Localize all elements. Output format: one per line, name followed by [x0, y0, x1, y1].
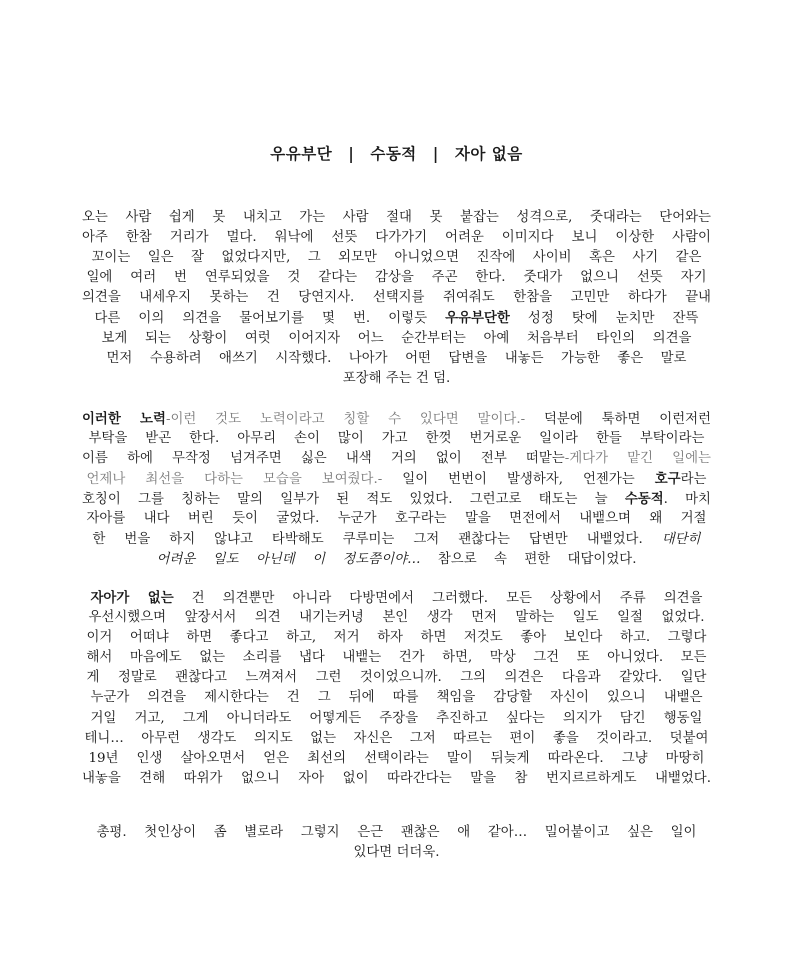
aside-choeseon: 언제나 최선을 다하는 모습을 보여줬다.-	[86, 472, 383, 488]
p1-line-1: 오는 사람 쉽게 못 내치고 가는 사람 절대 못 붙잡는 성격으로, 줏대라는 단어와는	[82, 210, 711, 225]
aside-matgin-il: -게다가 맡긴 일에는	[564, 451, 711, 467]
paragraph-3	[82, 588, 711, 789]
paragraph-4	[82, 823, 711, 863]
p2-line-3	[82, 449, 711, 469]
p2-line-7-a: 한 번을 하지 않냐고 타박해도 쿠루미는 그저 괜찮다는 답변만 내뱉었다.	[92, 531, 662, 547]
p1-line-3: 꼬이는 일은 잘 없었다지만, 그 외모만 아니었으면 진작에 사이비 혹은 사기 같은	[91, 250, 702, 266]
quote-daedanhi: 대단히	[661, 531, 701, 547]
p2-line-6: 자아를 내다 버린 듯이 굴었다. 누군가 호구라는 말을 면전에서 내뱉으며 왜 거절	[86, 511, 707, 527]
keyword-uyubudan: 우유부단한	[445, 310, 510, 327]
p2-line-2: 부탁을 받곤 한다. 아무리 손이 많이 가고 한껏 번거로운 일이라 한들 부탁이라는	[88, 431, 705, 447]
paragraph-1	[82, 208, 711, 389]
p1-line-6	[95, 308, 699, 328]
p3-line-1-b: 건 의견뿐만 아니라 다방면에서 그러했다. 모든 상황에서 주류 의견을	[173, 591, 703, 606]
p1-line-7: 보게 되는 상황이 여럿 이어지자 어느 순간부터는 아예 처음부터 타인의 의견을	[101, 330, 692, 346]
title-jaa-eopseum: 자아 없음	[454, 144, 523, 163]
p4-line-1: 총평. 첫인상이 좀 별로라 그렇지 은근 괜찮은 애 같아… 밀어붙이고 싶은 일이	[96, 825, 697, 840]
p3-line-4: 해서 마음에도 없는 소리를 냅다 내뱉는 건가 하면, 막상 그건 또 아니었다. 모든	[86, 650, 707, 666]
p2-line-5-c: . 마치	[663, 492, 711, 508]
p1-line-2: 아주 한참 거리가 멀다. 워낙에 선뜻 다가가기 어려운 이미지다 보니 이상한 사람이	[82, 230, 711, 246]
keyword-noryeok: 이러한 노력	[82, 411, 166, 427]
p1-line-8: 먼저 수용하려 애쓰기 시작했다. 나아가 어떤 답변을 내놓든 가능한 좋은 말로	[106, 350, 687, 366]
p1-line-6-c: 성정 탓에 눈치만 잔뜩	[509, 311, 699, 327]
p2-line-8-b: 참으로 속 편한 대답이었다.	[420, 551, 637, 567]
p3-line-3: 이거 어떠냐 하면 좋다고 하고, 저거 하자 하면 저것도 좋아 보인다 하고. 그렇다	[86, 630, 707, 646]
p3-line-2: 우선시했으며 앞장서서 의견 내기는커녕 본인 생각 먼저 말하는 일도 일절 없었다.	[88, 610, 705, 626]
title-sudongjeok: 수동적	[370, 144, 417, 163]
p2-line-4	[87, 469, 707, 489]
page-title	[82, 142, 711, 164]
p1-line-6-a: 다른 이의 의견을 물어보기를 몇 번. 이렇듯	[94, 311, 446, 327]
p2-line-3-a: 이름 하에 무작정 넘겨주면 싫은 내색 거의 없이 전부 떠맡는	[82, 451, 565, 467]
p4-line-2: 있다면 더더욱.	[353, 845, 440, 861]
title-separator-1: |	[348, 144, 355, 163]
p2-line-5-a: 호칭이 그를 칭하는 말의 일부가 된 적도 있었다. 그런고로 태도는 늘	[82, 492, 625, 508]
keyword-hogu: 호구	[654, 471, 681, 488]
p3-line-6: 누군가 의견을 제시한다는 건 그 뒤에 따를 책임을 감당할 자신이 있으니 내뱉은	[90, 690, 703, 706]
p3-line-5: 게 정말로 괜찮다고 느껴져서 그런 것이었으니까. 그의 의견은 다음과 같았다. 일단	[86, 670, 707, 686]
p3-line-1	[91, 588, 703, 608]
keyword-sudongjeok: 수동적	[624, 491, 664, 508]
title-uyubudan: 우유부단	[270, 144, 333, 163]
p2-line-4-b: 일이 번번이 발생하자, 언젠가는	[382, 472, 655, 488]
p3-line-7: 거일 거고, 그게 아니더라도 어떻게든 주장을 추진하고 싶다는 의지가 담긴 행동일	[90, 710, 703, 726]
aside-noryeok: -이런 것도 노력이라고 칭할 수 있다면 말이다.-	[165, 412, 526, 427]
p2-line-7	[93, 530, 701, 550]
p1-line-9: 포장해 주는 건 덤.	[342, 370, 451, 386]
p3-line-8: 테니… 아무런 생각도 의지도 없는 자신은 그저 따르는 편이 좋을 것이라고. 덧붙여	[84, 730, 709, 746]
p2-line-8	[157, 550, 637, 570]
p2-line-5	[82, 489, 711, 509]
p1-line-4: 일에 여러 번 연루되었을 것 같다는 감상을 주곤 한다. 줏대가 없으니 선뜻 자기	[86, 270, 707, 286]
p2-line-1-c: 덕분에 툭하면 이런저런	[525, 412, 712, 427]
keyword-jaa-eomneun: 자아가 없는	[90, 590, 174, 606]
quote-eoryeoun-il: 어려운 일도 아닌데 이 정도쯤이야…	[156, 551, 421, 567]
title-separator-2: |	[432, 144, 439, 163]
p3-line-10: 내놓을 견해 따위가 없으니 자아 없이 따라간다는 말을 참 번지르르하게도 내뱉었다.	[82, 770, 711, 786]
p2-line-1	[82, 409, 711, 429]
p1-line-5: 의견을 내세우지 못하는 건 당연지사. 선택지를 쥐여줘도 한참을 고민만 하다가 끝내	[82, 290, 711, 306]
p2-line-4-d: 라는	[680, 472, 707, 488]
paragraph-2	[82, 409, 711, 570]
p3-line-9: 19년 인생 살아오면서 얻은 최선의 선택이라는 말이 뒤늦게 따라온다. 그냥 마땅히	[88, 750, 705, 766]
